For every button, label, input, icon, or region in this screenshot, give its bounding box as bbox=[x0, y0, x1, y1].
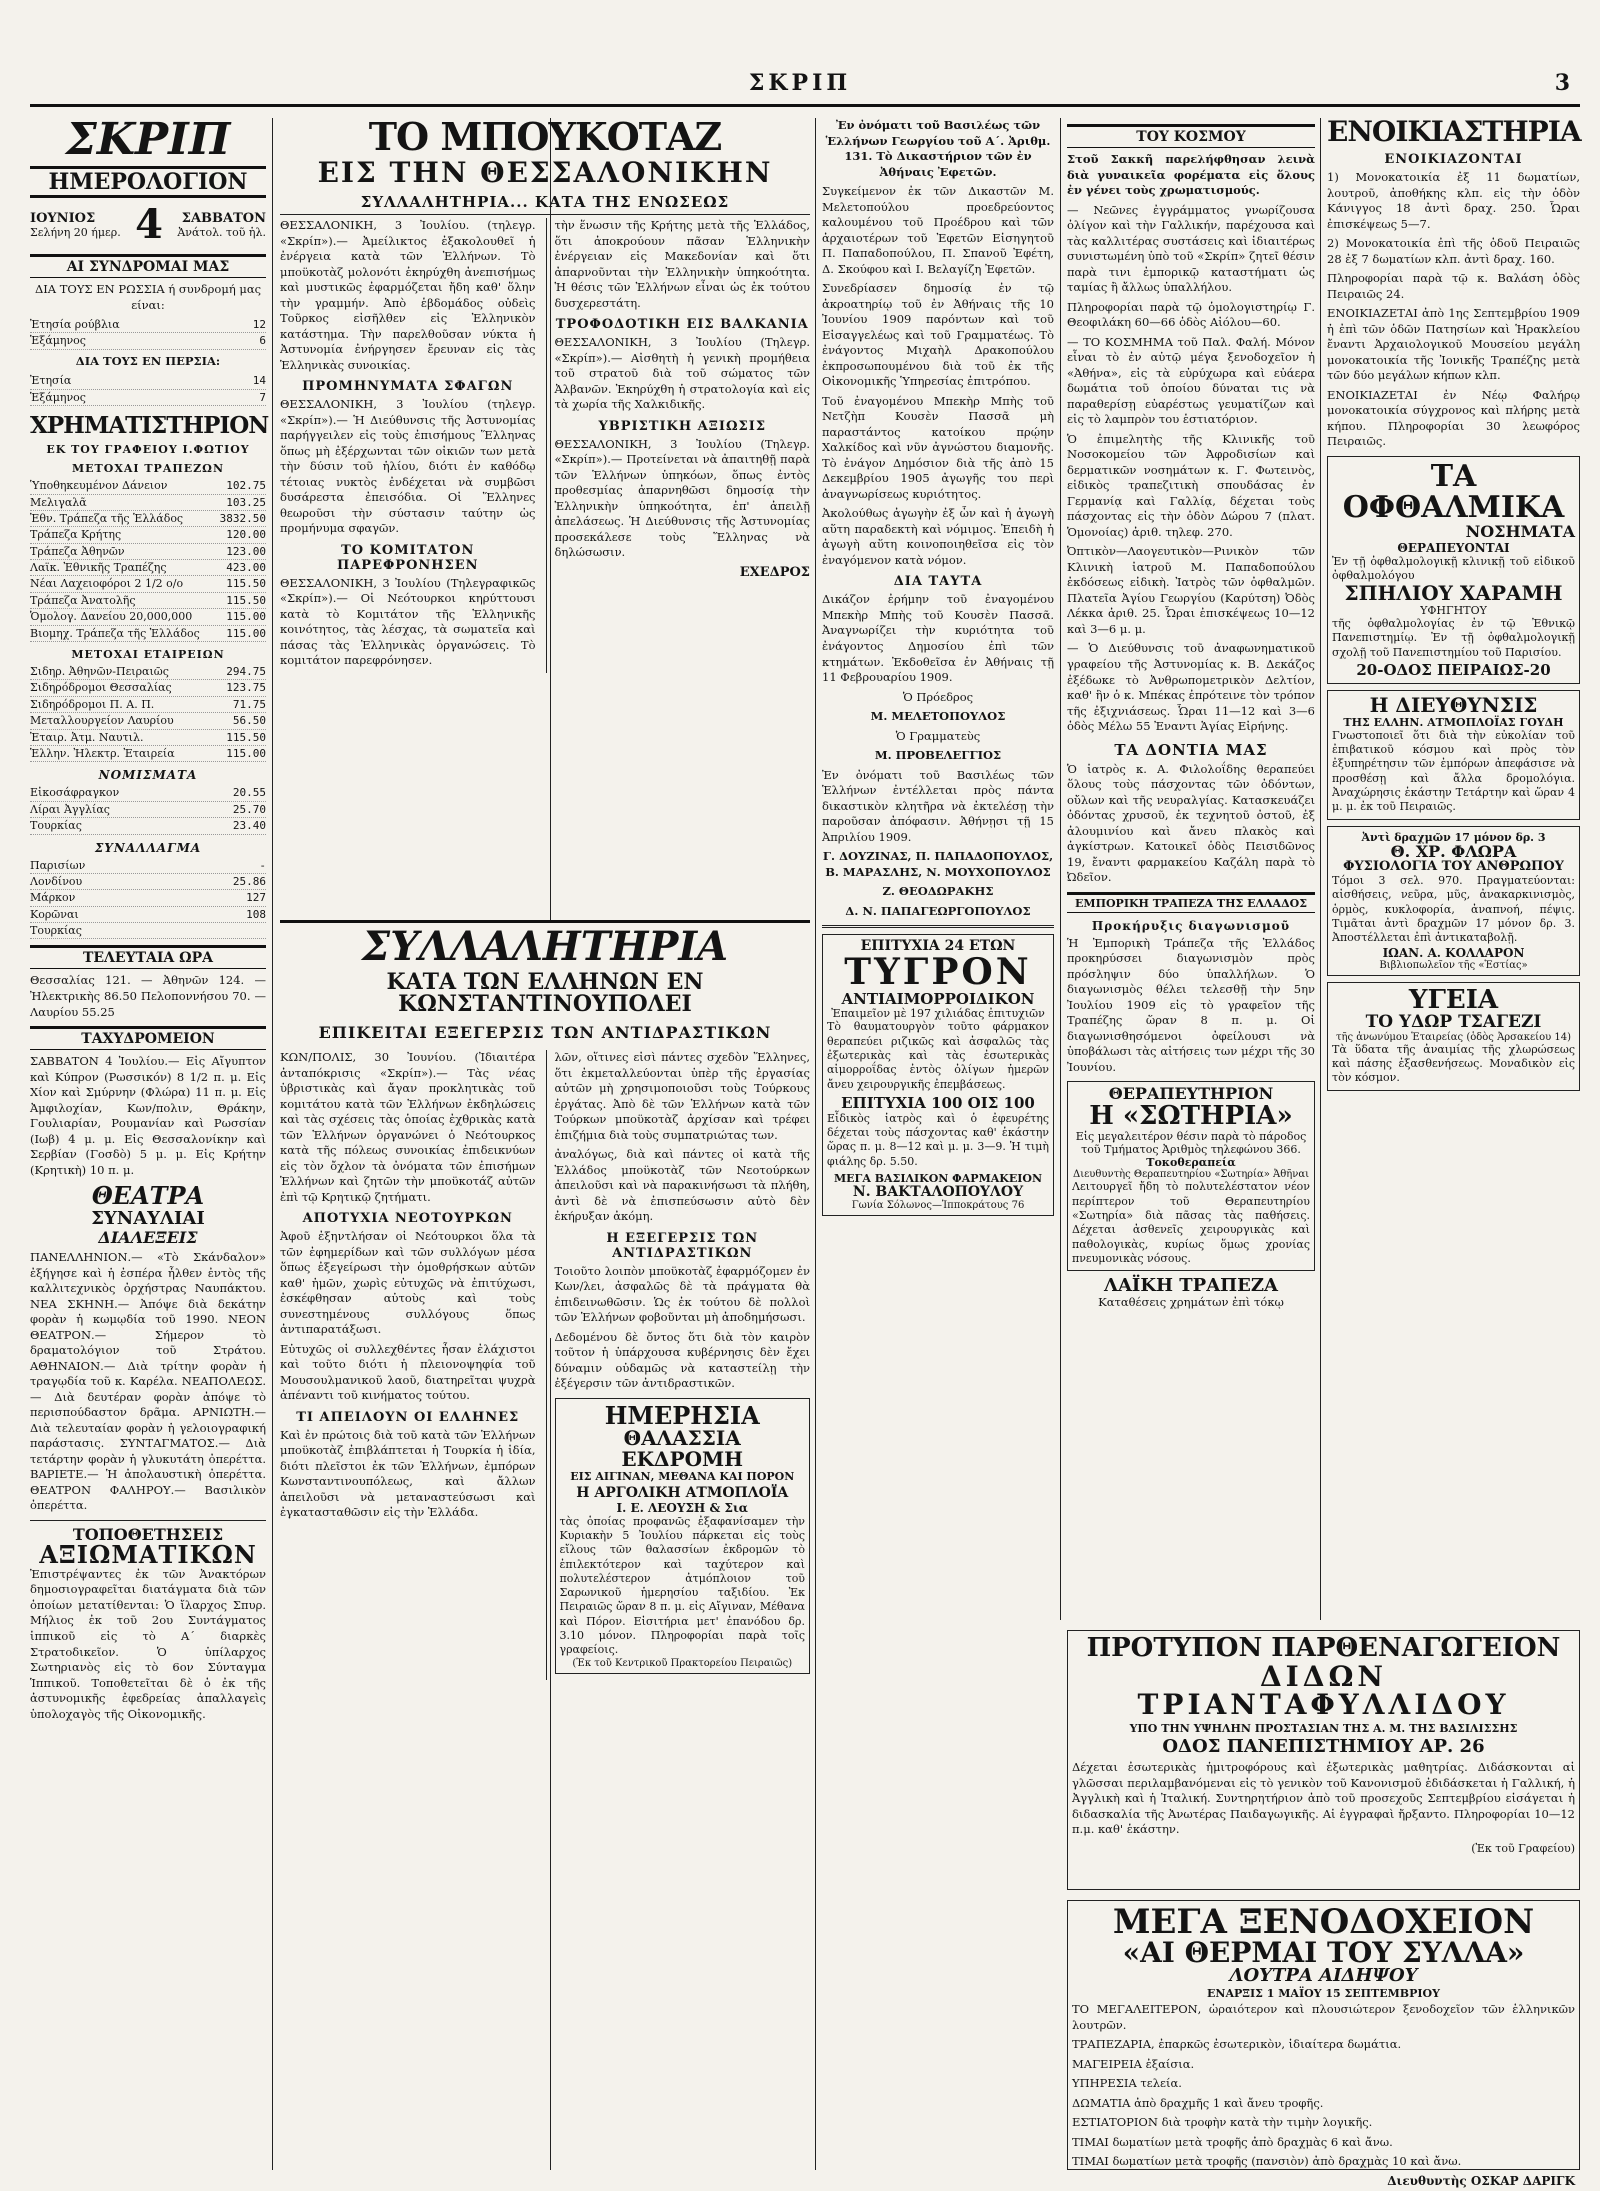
column-rule bbox=[1320, 118, 1321, 1620]
court-p5: Ἀκολούθως ἀγωγὴν ἐξ ὧν καὶ ἡ ἀγωγὴ αὕτη παραδεκτὴ καὶ νόμιμος. Ἐπειδὴ ἡ ἀγωγὴ αὕτη κοινοποιηθεῖσα εἰς τὸν ἐναγόμενον κατὰ νόμον. bbox=[822, 506, 1054, 567]
clinic-big: Η «ΣΩΤΗΡΙΑ» bbox=[1089, 1101, 1293, 1132]
lectures-title: ΔΙΑΛΕΞΕΙΣ bbox=[98, 1228, 198, 1248]
hotel-director: Διευθυντὴς ΟΣΚΑΡ ΔΑΡΙΓΚ bbox=[1387, 2173, 1575, 2188]
rally-p7: Τοιοῦτο λοιπὸν μποϋκοτὰζ ἐφαρμόζομεν ἐν Κων/λει, ἀσφαλῶς δὲ τὰ πράγματα θὰ ἐπιδεινωθῶσιν. Ὡς ἐκ τούτου δὲ πολλοὶ τῶν Ἑλλήνων φοβοῦνται μὴ ἀποδημήσωσι. bbox=[554, 1263, 810, 1325]
rally-title-2: ΚΑΤΑ ΤΩΝ ΕΛΛΗΝΩΝ ΕΝ ΚΩΝΣΤΑΝΤΙΝΟΥΠΟΛΕΙ bbox=[386, 969, 704, 1017]
tygron-ad bbox=[822, 934, 1054, 1215]
hotel-title: ΜΕΓΑ ΞΕΝΟΔΟΧΕΙΟΝ bbox=[1112, 1902, 1535, 1942]
water-text: Τὰ ὕδατα τῆς ἀναιμίας τῆς χλωρώσεως καὶ πάσης ἐξασθενήσεως. Μοναδικὸν εἰς τὸν κόσμον. bbox=[1332, 1042, 1575, 1085]
eye-doc: ΣΠΗΛΙΟΥ ΧΑΡΑΜΗ bbox=[1344, 581, 1563, 606]
table-row: Σιδηρόδρομοι Θεσσαλίας 123.75 bbox=[30, 680, 266, 696]
eye-sub: ΘΕΡΑΠΕΥΟΝΤΑΙ bbox=[1397, 540, 1510, 555]
newspaper-page bbox=[30, 70, 1581, 2188]
tygron-title: ΕΠΙΤΥΧΙΑ 24 ΕΤΩΝ bbox=[860, 938, 1016, 955]
header-title: ΣΚΡΙΠ bbox=[748, 70, 852, 96]
table-row: Τράπεζα Ἀνατολῆς 115.50 bbox=[30, 593, 266, 609]
hotel-ad bbox=[1067, 1900, 1580, 2188]
rental-p4: ΕΝΟΙΚΙΑΖΕΤΑΙ ἀπὸ 1ης Σεπτεμβρίου 1909 ἡ ἐπὶ τῶν ὁδῶν Πατησίων καὶ Ἡρακλείου ἔναντι Ἀρχαιολογικοῦ Μουσείου μεγάλη μονοκατοικία τῆς Ἰονικῆς Τραπέζης μετὰ τῶν δύο μεγάλων κήπων κλπ. bbox=[1327, 306, 1580, 383]
laiki-text: Καταθέσεις χρημάτων ἐπὶ τόκῳ bbox=[1098, 1295, 1284, 1310]
cruise-text: τὰς ὁποίας προφανῶς ἐξαφανίσαμεν τὴν Κυριακὴν 5 Ἰουλίου πάρκεται εἰς τοὺς εἴλους τῶν θαλασσίων ἐκδρομῶν τὸ ἐπιλεκτότερον καὶ ταχύτερον καὶ πολυτελέστερον ἀτμόπλοιον τοῦ Σαρωνικοῦ ἡμερησίου ταξιδίου. Ἐκ Πειραιῶς ὥραν 8 π. μ. εἰς Αἴγιναν, Μέθανα καὶ Πόρον. Εἰσιτήρια μετ' ἐπανόδου δρ. 3.10 μόνον. Πληροφορίαι παρὰ τοῖς γραφείοις. bbox=[559, 1514, 805, 1657]
table-row: Μεταλλουργείον Λαυρίου 56.50 bbox=[30, 713, 266, 729]
table-row: Μάρκον 127 bbox=[30, 890, 266, 906]
notice-p5: Ὀπτικὸν—Λαογευτικὸν—Ρινικὸν τῶν Κλινικὴ ἰατροῦ Μ. Παπαδοπούλου ἐκδόσεως εἰδικὴ. Ἰατρὸς τῶν ὀφθαλμῶν. Πλατεῖα Ἀγίου Γεωργίου (Καρύτση) Ὀδὸς Λέκκα ἀριθ. 25. Ὧραι ἐπισκέψεως 10—12 καὶ 3—6 μ. μ. bbox=[1067, 544, 1315, 636]
logo: ΣΚΡΙΠ bbox=[65, 114, 231, 165]
bank-title: ΕΜΠΟΡΙΚΗ ΤΡΑΠΕΖΑ ΤΗΣ ΕΛΛΑΔΟΣ bbox=[1067, 892, 1315, 913]
rentals-title: ΕΝΟΙΚΙΑΣΤΗΡΙΑ bbox=[1327, 115, 1581, 148]
clinic-doc: Τοκοθεραπεία bbox=[1146, 1156, 1236, 1170]
rally-p1: ΚΩΝ/ΠΟΛΙΣ, 30 Ἰουνίου. (Ἰδιαιτέρα ἀνταπόκρισις «Σκρίπ»).— Τὰς νέας ὑβριστικὰς καὶ ἄγαν προκλητικὰς τοῦ κομιτάτου κατὰ τῶν Ἑλλήνων ἐκδηλώσεις καὶ τὰς σχέσεις τὰς ὁποίας ἐχθρικὰς κατὰ τῶν Ἑλλήνων ὀργανώνει ὁ Νεότουρκος κατὰ τῆς πόλεως συνοικίας ἐπιδεικνύων εἰς τὸν ὄχλον τὰ ὀνόματα τῶν ἐπισήμων Ἑλλήνων καὶ ζητῶν τὴν μποϋκοτάζ αὐτῶν ἐπὶ τῷ Κρητικῷ ζητήματι. bbox=[280, 1050, 536, 1204]
court-sign-1: Ὁ Πρόεδρος bbox=[902, 689, 974, 704]
eye-text: Ἐν τῇ ὀφθαλμολογικῇ κλινικῇ τοῦ εἰδικοῦ ὀφθαλμολόγου bbox=[1332, 554, 1575, 582]
table-row: Παρισίων - bbox=[30, 858, 266, 874]
table-row: Εἰκοσάφραγκον 20.55 bbox=[30, 785, 266, 801]
flora-seller-2: Βιβλιοπωλεῖον τῆς «Ἑστίας» bbox=[1379, 959, 1528, 971]
page-number: 3 bbox=[1554, 70, 1570, 96]
boycott-sub3: ΤΡΟΦΟΔΟΤΙΚΗ ΕΙΣ ΒΑΛΚΑΝΙΑ bbox=[555, 317, 809, 333]
table-row: Τουρκίας bbox=[30, 923, 266, 939]
concerts-title: ΣΥΝΑΥΛΙΑΙ bbox=[91, 1208, 205, 1230]
hotel-line: ΜΑΓΕΙΡΕΙΑ ἐξαίσια. bbox=[1072, 2056, 1195, 2071]
table-row: Λίραι Ἀγγλίας 25.70 bbox=[30, 802, 266, 818]
column-rule bbox=[272, 118, 273, 2170]
hotel-line: ΔΩΜΑΤΙΑ ἀπὸ δραχμῆς 1 καὶ ἄνευ τροφῆς. bbox=[1072, 2095, 1324, 2110]
clinic-doc-2: Διευθυντὴς Θεραπευτηρίου «Σωτηρία» Ἀθῆναι bbox=[1072, 1169, 1310, 1181]
subscriptions-title: ΑΙ ΣΥΝΔΡΟΜΑΙ ΜΑΣ bbox=[30, 254, 266, 278]
court-p4: Τοῦ ἐναγομένου Μπεκὴρ Μπὴς τοῦ Νετζὴπ Κουσὲν Πασσᾶ μὴ παραστάντος κατοίκου πρῴην Χαλκίδος καὶ νῦν ἀγνώστου διαμονῆς. Τὸ ἐνάγον Δημόσιον διὰ τῆς ἀπὸ 15 Δεκεμβρίου 1905 ἀγωγῆς του περὶ ἀναγνωρίσεως κυριότητος. bbox=[822, 393, 1054, 501]
direction-title: Η ΔΙΕΥΘΥΝΣΙΣ bbox=[1369, 692, 1538, 717]
hotel-sub: ΛΟΥΤΡΑ ΑΙΔΗΨΟΥ bbox=[1229, 1965, 1418, 1986]
world-text: Στοῦ Σακκῆ παρελήφθησαν λεινὰ διὰ γυναικεῖα φορέματα εἰς ὅλους ἐν γένει τοὺς χρωματισμούς. bbox=[1067, 152, 1315, 198]
rally-subtitle: ΕΠΙΚΕΙΤΑΙ ΕΞΕΓΕΡΣΙΣ ΤΩΝ ΑΝΤΙΔΡΑΣΤΙΚΩΝ bbox=[318, 1023, 772, 1042]
dentist-title: ΤΑ ΔΟΝΤΙΑ ΜΑΣ bbox=[1114, 740, 1268, 759]
tygron-seller-2: Ν. ΒΑΚΤΑΛΟΠΟΥΛΟΥ bbox=[852, 1183, 1024, 1200]
clinic-ad bbox=[1067, 1081, 1315, 1271]
theatre-title: ΘΕΑΤΡΑ bbox=[91, 1181, 205, 1211]
school-title: ΠΡΟΤΥΠΟΝ ΠΑΡΘΕΝΑΓΩΓΕΙΟΝ bbox=[1086, 1633, 1561, 1663]
boycott-p2: ΘΕΣΣΑΛΟΝΙΚΗ, 3 Ἰουλίου (τηλεγρ. «Σκρίπ»).— Ἡ Διεύθυνσις τῆς Ἀστυνομίας παρήγγειλεν εἰς τοὺς ἐπισήμους Ἕλληνας ὅπως μὴ ἐξέρχωνται τῶν οἰκιῶν των μετὰ τὴν δύσιν τοῦ ἡλίου, διότι ἐν καθόδῳ τέτοιας νυκτὸς ἐνδέχεται νὰ συμβῶσι δυσάρεστα ἐπεισόδια. Οἱ Ἕλληνες θεωροῦσι τὴν σύστασιν ταύτην ὡς προμήνυμα σφαγῶν. bbox=[280, 397, 536, 536]
court-column bbox=[822, 118, 1054, 2170]
tygron-title-2: ΕΠΙΤΥΧΙΑ 100 ΟΙΣ 100 bbox=[841, 1093, 1035, 1112]
court-p2: Συγκείμενον ἐκ τῶν Δικαστῶν Μ. Μελετοπούλου προεδρεύοντος καλουμένου τοῦ Προέδρου καὶ τῶν ἀρχαιοτέρων τοῦ Ἐφετῶν Εἰσηγητοῦ Π. Παπαδοπούλου, Π. Σπανοῦ Ἐφέτη, Δ. Σκούφου καὶ Ι. Βελαγίζη Ἐφετῶν. bbox=[822, 184, 1054, 276]
bank-sub: Προκήρυξις διαγωνισμοῦ bbox=[1091, 918, 1291, 933]
calendar-box bbox=[30, 201, 266, 248]
currencies-title: ΝΟΜΙΣΜΑΤΑ bbox=[98, 768, 198, 783]
cruise-route: ΕΙΣ ΑΙΓΙΝΑΝ, ΜΕΘΑΝΑ ΚΑΙ ΠΟΡΟΝ bbox=[570, 1469, 795, 1483]
rally-sub3: Η ΕΞΕΓΕΡΣΙΣ ΤΩΝ ΑΝΤΙΔΡΑΣΤΙΚΩΝ bbox=[606, 1230, 759, 1261]
rentals-subtitle: ΕΝΟΙΚΙΑΖΟΝΤΑΙ bbox=[1384, 152, 1523, 167]
school-ad bbox=[1067, 1630, 1580, 1890]
eye-address: 20-ΟΔΟΣ ΠΕΙΡΑΙΩΣ-20 bbox=[1356, 661, 1551, 680]
table-row: Μελιγαλᾶ 103.25 bbox=[30, 495, 266, 511]
tygron-big: ΤΥΓΡΟΝ bbox=[844, 950, 1032, 993]
calendar-sunrise: Ἀνάτολ. τοῦ ἡλ. bbox=[177, 225, 266, 239]
flora-seller: ΙΩΑΝ. Α. ΚΟΛΛΑΡΟΝ bbox=[1382, 945, 1525, 960]
boycott-p3: ΘΕΣΣΑΛΟΝΙΚΗ, 3 Ἰουλίου (Τηλεγραφικῶς «Σκρίπ»).— Οἱ Νεότουρκοι κηρύττουσι κατὰ τὸ Κομιτάτον τῆς Ἑλληνικῆς κοινότητος, τὰς λέσχας, τὰ σωματεῖα καὶ πάσας τὰς Ἑλληνικὰς ὀργανώσεις. Τὸ κομιτάτον παρεφρόνησεν. bbox=[280, 575, 536, 668]
eye-title-2: ΝΟΣΗΜΑΤΑ bbox=[1465, 521, 1575, 541]
sub-row: Ἑξάμηνος 7 bbox=[30, 390, 266, 406]
eye-doc-2: ΥΦΗΓΗΤΟΥ bbox=[1420, 604, 1487, 618]
rental-p1: 1) Μονοκατοικία ἐξ 11 δωματίων, λουτροῦ, ἀποθήκης κλπ. εἰς τὴν ὁδὸν Κάνιγγος 18 ἀντὶ δραχ. 250. Ὧραι ἐπισκέψεως 5—7. bbox=[1327, 170, 1580, 231]
cruise-title: ΗΜΕΡΗΣΙΑ bbox=[604, 1400, 760, 1430]
sub-row: Ἐτησία ρούβλια 12 bbox=[30, 317, 266, 333]
hotel-line: ΤΙΜΑΙ δωματίων μετὰ τροφῆς (πανσιὸν) ἀπὸ δραχμὰς 10 καὶ ἄνω. bbox=[1072, 2154, 1462, 2169]
banks-table bbox=[30, 478, 266, 642]
boycott-sub2: ΤΟ ΚΟΜΙΤΑΤΟΝ ΠΑΡΕΦΡΟΝΗΣΕΝ bbox=[336, 542, 479, 573]
hotel-title-2: «ΑΙ ΘΕΡΜΑΙ ΤΟΥ ΣΥΛΛΑ» bbox=[1122, 1936, 1525, 1969]
companies-table bbox=[30, 664, 266, 762]
hotel-line: ΤΟ ΜΕΓΑΛΕΙΤΕΡΟΝ, ὡραιότερον καὶ πλουσιώτερον ξενοδοχεῖον τῶν ἑλληνικῶν λουτρῶν. bbox=[1072, 2002, 1575, 2032]
fx-title: ΣΥΝΑΛΛΑΓΜΑ bbox=[94, 840, 202, 855]
tygron-sub-2: Ἐπαιμεῖον μὲ 197 χιλιάδας ἐπιτυχιῶν bbox=[831, 1007, 1045, 1021]
direction-sub: ΤΗΣ ΕΛΛΗΝ. ΑΤΜΟΠΛΟΪΑΣ ΓΟΥΔΗ bbox=[1343, 715, 1564, 729]
clinic-sub: Εἰς μεγαλειτέρον θέσιν παρὰ τὸ πάροδος τοῦ Τμήματος Ἀριθμὸς τηλεφώνου 366. bbox=[1075, 1130, 1307, 1157]
table-row: Ὑποθηκευμένον Δάνειον 102.75 bbox=[30, 478, 266, 494]
boycott-article bbox=[280, 114, 810, 918]
court-verdict-title: ΔΙΑ ΤΑΥΤΑ bbox=[893, 574, 983, 590]
rally-sub2: ΤΙ ΑΠΕΙΛΟΥΝ ΟΙ ΕΛΛΗΝΕΣ bbox=[296, 1409, 520, 1425]
table-row: Κορῶναι 108 bbox=[30, 907, 266, 923]
court-sign-2: Ὁ Γραμματεὺς bbox=[895, 728, 981, 743]
left-column bbox=[30, 114, 269, 2170]
tygron-text-2: Εἶδικὸς ἰατρὸς καὶ ὁ ἐφευρέτης δέχεται τοὺς πάσχοντας καθ' ἑκάστην ὥρας π. μ. 8—12 καὶ μ. μ. 3—9. Ἡ τιμὴ φιάλης δρ. 5.50. bbox=[827, 1111, 1049, 1168]
court-sign-3: Γ. ΔΟΥΖΙΝΑΣ, Π. ΠΑΠΑΔΟΠΟΥΛΟΣ, Β. ΜΑΡΑΣΛΗΣ, Ν. ΜΟΥΧΟΠΟΥΛΟΣ bbox=[822, 849, 1054, 879]
cruise-line: Η ΑΡΓΟΛΙΚΗ ΑΤΜΟΠΛΟΪΑ bbox=[576, 1484, 789, 1501]
laiki-title: ΛΑΪΚΗ ΤΡΑΠΕΖΑ bbox=[1104, 1275, 1278, 1297]
water-ad bbox=[1327, 982, 1580, 1091]
notice-p1: — Νεῶνες ἐγγράμματος γνωρίζουσα ὀλίγον καὶ τὴν Γαλλικήν, παρέχουσα καὶ τὰς καλλιτέρας συστάσεις καὶ ἰδιαιτέρως συνιστωμένη ὑπὸ τοῦ «Σκρίπ» ζητεῖ θέσιν παρὰ τινι ἐμπορικῷ καταστήματι ὡς ταμίας ἢ ἄλλως ὑπαλλήλου. bbox=[1067, 202, 1315, 295]
theatres-text: ΠΑΝΕΛΛΗΝΙΟΝ.— «Τὸ Σκάνδαλον» ἐξήγησε καὶ ἡ ἐσπέρα ἦλθεν ἐντὸς τῆς καλλιτεχνικὸς ὀρχήστρας Ναυπάκτου. ΝΕΑ ΣΚΗΝΗ.— Ἀπόψε διὰ δεκάτην φορὰν ἡ κωμῳδία τοῦ 1990. ΝΕΟΝ ΘΕΑΤΡΟΝ.— Σήμερον τὸ δραματολόγιον τοῦ Στράτου. ΑΘΗΝΑΙΟΝ.— Διὰ τρίτην φορὰν ἡ τραγῳδία τοῦ κ. Καρέλα. ΝΕΑΠΟΛΕΩΣ.— Διὰ δευτέραν φορὰν ἀπόψε τὸ περισπούδαστον δρᾶμα. ΑΡΝΙΩΤΗ.— Διὰ τελευταίαν φορὰν ἡ γελοιογραφική παράστασις. ΣΥΝΤΑΓΜΑΤΟΣ.— Διὰ τετάρτην φορὰν ἡ γλυκυτάτη ὀπερέττα. ΒΑΡΙΕΤΕ.— Ἡ ἀπολαυστικὴ ὀπερέττα. ΘΕΑΤΡΟΝ ΦΑΛΗΡΟΥ.— Βασιλικὸν ὀπερέττα. bbox=[30, 1250, 266, 1513]
appointments-text: Ἐπιστρέψαντες ἐκ τῶν Ἀνακτόρων δημοσιογραφεῖται διατάγματα διὰ τῶν ὁποίων μετατίθενται: Ὁ ἴλαρχος Σπυρ. Μήλιος ἐκ τοῦ 2ου Συντάγματος ἱππικοῦ εἰς τὸ Α΄ διαρκὲς Στρατοδικεῖον. Ὁ ὑπίλαρχος Σωτηριανὸς εἰς τὸ 6ον Σύνταγμα Ἱππικοῦ. Τοποθετεῖται δὲ ὁ ἐκ τῆς ἀστυνομικῆς ἐφεδρείας ἀπαλλαγεὶς ὑπολοχαγὸς τῆς Οἰκονομικῆς. bbox=[30, 1566, 266, 1721]
hotel-line: ΤΙΜΑΙ δωματίων μετὰ τροφῆς ἀπὸ δραχμὰς 6 καὶ ἄνω. bbox=[1072, 2134, 1393, 2149]
rally-p6: ἀναλόγως, διὰ καὶ πάντες οἱ κατὰ τῆς Ἑλλάδος μποϋκοτὰζ τῶν Νεοτούρκων ἀπειλοῦσι καὶ νὰ παρακινήσωσι τὰ πλήθη, ἀντὶ δὲ νὰ ἐπισπεύσωσιν αὐτὸ δὲν ἐκήρυξαν ἀκόμη. bbox=[554, 1147, 810, 1224]
cruise-company: Ι. Ε. ΛΕΟΥΣΗ & Σια bbox=[616, 1500, 748, 1515]
table-row: Ὁμολογ. Δανείου 20,000,000 115.00 bbox=[30, 609, 266, 625]
hotel-line: ΕΣΤΙΑΤΟΡΙΟΝ διὰ τροφὴν κατὰ τὴν τιμὴν λογικῆς. bbox=[1072, 2115, 1373, 2130]
rental-p3: Πληροφορίαι παρὰ τῷ κ. Βαλάση ὁδὸς Πειραιῶς 24. bbox=[1327, 271, 1580, 301]
flora-sub: ΦΥΣΙΟΛΟΓΙΑ ΤΟΥ ΑΝΘΡΩΠΟΥ bbox=[1343, 859, 1564, 875]
rally-title: ΣΥΛΛΑΛΗΤΗΡΙΑ bbox=[361, 923, 729, 970]
sub-row: Ἐτησία 14 bbox=[30, 373, 266, 389]
boycott-p5: ΘΕΣΣΑΛΟΝΙΚΗ, 3 Ἰουλίου (Τηλεγρ. «Σκρίπ»).— Προτείνεται νὰ ἀπαιτηθῇ παρὰ τῶν Ἑλλήνων ὑπηκόων, ὅπως ἐντὸς προθεσμίας ἀπαρνηθῶσι δημοσίᾳ τὴν Ἑλληνικὴν ὑπηκοότητα, ἐπ' ἀπειλῇ ἀπελάσεως. Ἡ Διεύθυνσις τῆς Ἀστυνομίας προσεκάλεσε τοὺς Ἕλληνας νὰ δηλώσωσιν. bbox=[554, 436, 810, 560]
boycott-title: ΤΟ ΜΠΟΥΚΟΤΑΖ bbox=[368, 114, 722, 159]
tygron-text: Τὸ θαυματουργὸν τοῦτο φάρμακον θεραπεύει ριζικῶς καὶ ἀσφαλῶς τὰς ἐξωτερικὰς καὶ τὰς ἐσωτερικὰς αἱμορροΐδας ἐντὸς ὀλίγων ἡμερῶν ἄνευ χειρουργικῆς ἐπεμβάσεως. bbox=[827, 1020, 1049, 1091]
boycott-p-cont: τὴν ἕνωσιν τῆς Κρήτης μετὰ τῆς Ἑλλάδος, ὅτι ἀποκρούουν πᾶσαν Ἑλληνικὴν ἐνέργειαν εἰς Μακεδονίαν καὶ ὅτι ἀπαρνοῦνται τὴν Ἑλληνικὴν ὑπηκοότητα. Ἡ θέσις τῶν Ἑλλήνων εἶναι ὡς ἐκ τούτου δυσχερεστάτη. bbox=[554, 218, 810, 310]
rental-p5: ΕΝΟΙΚΙΑΖΕΤΑΙ ἐν Νέῳ Φαλήρῳ μονοκατοικία σύγχρονος καὶ πλήρης μετὰ κήπου. Πληροφορίαι 30 λεωφόρος Πειραιῶς. bbox=[1327, 387, 1580, 449]
tygron-address: Γωνία Σόλωνος—Ἱπποκράτους 76 bbox=[851, 1199, 1025, 1211]
table-row: Ἐταιρ. Ἀτμ. Ναυτιλ. 115.50 bbox=[30, 730, 266, 746]
calendar-title: ΗΜΕΡΟΛΟΓΙΟΝ bbox=[30, 166, 266, 198]
notice-p2: Πληροφορίαι παρὰ τῷ ὁμολογιστηρίῳ Γ. Θεοφιλάκη 60—66 ὁδὸς Αἰόλου—60. bbox=[1067, 299, 1315, 330]
notice-p4: Ὁ ἐπιμελητὴς τῆς Κλινικῆς τοῦ Νοσοκομείου τῶν Ἀφροδισίων καὶ δερματικῶν νοσημάτων κ. Γ. Φωτεινὸς, εἰδικὸς τραπεζιτικὴ σπουδάσας ἐν Γερμανίᾳ καὶ Γαλλίᾳ, δέχεται τοὺς πάσχοντας εἰς τὴν ὁδὸν Δώρου 7 (πλατ. Ὁμονοίας) ἀριθ. τηλεφ. 270. bbox=[1067, 431, 1315, 539]
last-hour-title: ΤΕΛΕΥΤΑΙΑ ΩΡΑ bbox=[30, 945, 266, 969]
court-p7: Ἐν ὀνόματι τοῦ Βασιλέως τῶν Ἑλλήνων ἐντέλλεται πρὸς πάντα δικαστικὸν κλητῆρα νὰ ἐκτελέσῃ τὴν παροῦσαν ἀπόφασιν. Ἀθήνῃσι τῇ 15 Ἀπριλίου 1909. bbox=[822, 767, 1054, 844]
appointments-title: ΤΟΠΟΘΕΤΗΣΕΙΣ bbox=[72, 1524, 224, 1544]
water-title: ΥΓΕΙΑ bbox=[1408, 984, 1499, 1015]
bourse-source: ΕΚ ΤΟΥ ΓΡΑΦΕΙΟΥ Ι.ΦΩΤΙΟΥ bbox=[46, 443, 250, 457]
rally-p4: Εὐτυχῶς οἱ συλλεχθέντες ἦσαν ἐλάχιστοι καὶ τοῦτο διότι ἡ πλειονοψηφία τοῦ Μουσουλμανικοῦ λαοῦ, διατηρεῖται ψυχρὰ ἀπέναντι τοῦ κινήματος τούτου. bbox=[280, 1341, 536, 1403]
school-sub: ΥΠΟ ΤΗΝ ΥΨΗΛΗΝ ΠΡΟΣΤΑΣΙΑΝ ΤΗΣ Α. Μ. ΤΗΣ ΒΑΣΙΛΙΣΣΗΣ bbox=[1129, 1722, 1518, 1735]
notice-p3: — ΤΟ ΚΟΣΜΗΜΑ τοῦ Παλ. Φαλή. Μόνον εἶναι τὸ ἐν αὐτῷ μέγα ξενοδοχεῖον ἡ «Ἀθήνα», εἰς τὰ εὐρύχωρα καὶ εὐάερα δωμάτια τοῦ ὁποίου δύναται τις νὰ παραθερίσῃ εὐαρέστως γευματίζων καὶ εἰς τὸ λαμπρὸν του ἑστιατόριον. bbox=[1067, 334, 1315, 427]
boycott-sub1: ΠΡΟΜΗΝΥΜΑΤΑ ΣΦΑΓΩΝ bbox=[302, 379, 514, 395]
rally-article bbox=[280, 920, 810, 2170]
tygron-seller: ΜΕΓΑ ΒΑΣΙΛΙΚΟΝ ΦΑΡΜΑΚΕΙΟΝ bbox=[833, 1171, 1043, 1185]
school-title-2: ΔΙΔΩΝ ΤΡΙΑΝΤΑΦΥΛΛΙΔΟΥ bbox=[1137, 1660, 1510, 1721]
eye-title: ΤΑ ΟΦΘΑΛΜΙΚΑ bbox=[1342, 458, 1565, 526]
table-row: Λονδίνου 25.86 bbox=[30, 874, 266, 890]
rentals-column bbox=[1327, 115, 1581, 1615]
last-hour-text: Θεσσαλίας 121. — Ἀθηνῶν 124. — Ἠλεκτρικὴς 86.50 Πελοποννήσου 70. — Λαυρίου 55.25 bbox=[30, 973, 266, 1019]
bourse-title: ΧΡΗΜΑΤΙΣΤΗΡΙΟΝ bbox=[30, 412, 269, 440]
page-header bbox=[30, 70, 1580, 107]
calendar-day: 4 bbox=[135, 201, 163, 248]
cruise-title-2: ΘΑΛΑΣΣΙΑ ΕΚΔΡΟΜΗ bbox=[621, 1425, 744, 1471]
calendar-weekday: ΣΑΒΒΑΤΟΝ bbox=[181, 210, 266, 226]
cruise-footer: (Ἐκ τοῦ Κεντρικοῦ Πρακτορείου Πειραιῶς) bbox=[572, 1657, 793, 1669]
notices-column bbox=[1067, 118, 1315, 1615]
table-row: Ἐθν. Τράπεζα τῆς Ἑλλάδος 3832.50 bbox=[30, 511, 266, 527]
flora-price: Ἀντὶ δραχμῶν 17 μόνον δρ. 3 bbox=[1361, 830, 1546, 844]
court-sign-4: Ζ. ΘΕΟΔΩΡΑΚΗΣ bbox=[882, 884, 994, 899]
boycott-title-2: ΕΙΣ ΤΗΝ ΘΕΣΣΑΛΟΝΙΚΗΝ bbox=[317, 156, 773, 189]
clinic-text: Λειτουργεῖ ἤδη τὸ πολυτελέστατον νέον περίπτερον τοῦ Θεραπευτηρίου «Σωτηρία» διὰ πᾶσας τὰς παθήσεις. Δέχεται ἀσθενεῖς χειρουργικὰς καὶ παθολογικὰς, κυρίως ὅμως χρονίας πνευμονικὰς νόσους. bbox=[1072, 1180, 1310, 1265]
eye-ad bbox=[1327, 456, 1580, 684]
post-text: ΣΑΒΒΑΤΟΝ 4 Ἰουλίου.— Εἰς Αἴγυπτον καὶ Κύπρον (Ρωσσικόν) 8 1/2 π. μ. Εἰς Χίον καὶ Σμύρνην (Φλώρα) 11 π. μ. Εἰς Ἀμφιλοχίαν, Κων/πολιν, Θράκην, Γουλιαρίαν, Ρουμανίαν καὶ Ρωσσίαν (Ιωβ) 4 μ. μ. Εἰς Θεσσαλονίκην καὶ Σερβίαν (Γοσδὸ) 5 μ. μ. Εἰς Κρήτην (Κρητικὴ) 10 π. μ. bbox=[30, 1054, 266, 1177]
world-title: ΤΟΥ ΚΟΣΜΟΥ bbox=[1067, 124, 1315, 148]
eye-text-2: τῆς ὀφθαλμολογίας ἐν τῷ Ἐθνικῷ Πανεπιστημίῳ. Ἐν τῇ ὀφθαλμολογικῇ σχολῇ τοῦ Πανεπιστημίου τοῦ Παρισίου. bbox=[1332, 617, 1575, 659]
school-footer: (Ἐκ τοῦ Γραφείου) bbox=[1471, 1841, 1575, 1855]
water-big: ΤΟ ΥΔΩΡ ΤΣΑΓΕΖΙ bbox=[1365, 1011, 1542, 1032]
table-row: Τράπεζα Κρήτης 120.00 bbox=[30, 527, 266, 543]
banks-title: ΜΕΤΟΧΑΙ ΤΡΑΠΕΖΩΝ bbox=[71, 462, 224, 476]
notice-p6: — Ὁ Διεύθυνσις τοῦ ἀναφωνηματικοῦ γραφείου τῆς Ἀστυνομίας κ. Β. Δεκάζος ἐξέδωκε τὸ Ἀνθρωπομετρικὸν Δελτίον, καθ' ἣν ὁ κ. Μπέκας ἐπρότεινε τὸν τρόπον τῆς ἐξιχνιάσεως. Ὧραι 11—12 καὶ 3—6 ὁδὸς Μέλω 55 Ἐναντι Ἁγίας Εἰρήνης. bbox=[1067, 641, 1315, 734]
court-sign-5: Δ. Ν. ΠΑΠΑΓΕΩΡΓΟΠΟΥΛΟΣ bbox=[845, 903, 1031, 918]
boycott-p4: ΘΕΣΣΑΛΟΝΙΚΗ, 3 Ἰουλίου (Τηλεγρ. «Σκρίπ»).— Αἰσθητὴ ἡ γενικὴ προμήθεια τοῦ στρατοῦ διὰ τοῦ σώματος τῶν Ἀλβανῶν. Ἐκηρύχθη ἡ στρατολογία καὶ εἰς τὰ χωρία τῆς Χαλκιδικῆς. bbox=[554, 335, 810, 412]
table-row: Λαϊκ. Ἐθνικῆς Τραπέζης 423.00 bbox=[30, 560, 266, 576]
court-heading: Ἐν ὀνόματι τοῦ Βασιλέως τῶν Ἑλλήνων Γεωργίου τοῦ Α΄. Ἀριθμ. 131. Τὸ Δικαστήριον τῶν ἐν Ἀθήναις Ἐφετῶν. bbox=[825, 118, 1051, 179]
table-row: Τράπεζα Ἀθηνῶν 123.00 bbox=[30, 544, 266, 560]
school-address: ΟΔΟΣ ΠΑΝΕΠΙΣΤΗΜΙΟΥ ΑΡ. 26 bbox=[1162, 1736, 1485, 1757]
direction-ad bbox=[1327, 690, 1580, 820]
direction-text: Γνωστοποιεῖ ὅτι διὰ τὴν εὐκολίαν τοῦ ἐπιβατικοῦ κόσμου καὶ πρὸς τὸν ἐξυπηρέτησιν τῶν ἐμπόρων ἀπεφάσισε νὰ προσθέσῃ καὶ ἄλλα δρομολόγια. Ἀναχώρησις ἑκάστην Τετάρτην καὶ ὥραν 4 μ. μ. ἐκ τοῦ Πειραιῶς. bbox=[1332, 728, 1575, 814]
court-sign-1-name: Μ. ΜΕΛΕΤΟΠΟΥΛΟΣ bbox=[870, 709, 1006, 724]
court-p3: Συνεδρίασεν δημοσίᾳ ἐν τῷ ἀκροατηρίῳ τοῦ ἐν Ἀθήναις τῆς 10 Ἰουνίου 1909 παρόντων καὶ τοῦ Εἰσαγγελέως καὶ τοῦ Γραμματέως. Τὸ ἐνάγοντος Μιχαὴλ Δρακοπούλου ἐκπροσωπουμένου διὰ τοῦ ἐκ τῆς Οἰκονομικῆς Ὑπηρεσίας ἐπιτρόπου. bbox=[822, 281, 1054, 389]
hotel-line: ΥΠΗΡΕΣΙΑ τελεία. bbox=[1072, 2076, 1182, 2091]
calendar-month: ΙΟΥΝΙΟΣ bbox=[30, 210, 96, 226]
rally-p5: Καὶ ἐν πρώτοις διὰ τοῦ κατὰ τῶν Ἑλλήνων μποϋκοτὰζ ἐπιβλάπτεται ἡ Τουρκία ἡ ἰδία, διότι πλεῖστοι ἐκ τῶν Ἑλλήνων, ἐμπόρων Κωνσταντινουπόλεως, καὶ ἄλλων ἀπειλοῦσι νὰ μεταναστεύσωσι καὶ ἐγκατασταθῶσιν εἰς τὴν Ἑλλάδα. bbox=[280, 1427, 536, 1520]
rally-p8: Δεδομένου δὲ ὄντος ὅτι διὰ τὸν καιρὸν τοῦτον ἡ ὑπάρχουσα κυβέρνησις δὲν ἔχει δύναμιν οὐδαμῶς νὰ καταστείλῃ τὴν ἐξέγερσιν τῶν ἀντιδραστικῶν. bbox=[554, 1329, 810, 1391]
column-rule bbox=[815, 118, 816, 2170]
dentist-text: Ὁ ἰατρὸς κ. Α. Φιλολοΐδης θεραπεύει ὅλους τοὺς πάσχοντας τῶν ὀδόντων, οὔλων καὶ τῆς νευραλγίας. Κατασκευάζει ὀδόντας χρυσοῦ, ἐκ τεχνητοῦ ὀστοῦ, ἐξ ἀλουμινίου καὶ ἄνευ πλακὸς καὶ ἀγκίστρων. Κατοικεῖ ὁδὸς Πεισιδῶνος 19, ἔναντι φαρμακείου Καζάλη παρὰ τὸ Ὠδεῖον. bbox=[1067, 761, 1315, 885]
persia-title: ΔΙΑ ΤΟΥΣ ΕΝ ΠΕΡΣΙΑ: bbox=[75, 353, 221, 368]
sub-row: Ἑξάμηνος 6 bbox=[30, 333, 266, 349]
rally-sub1: ΑΠΟΤΥΧΙΑ ΝΕΟΤΟΥΡΚΩΝ bbox=[302, 1211, 513, 1227]
table-row: Τουρκίας 23.40 bbox=[30, 818, 266, 834]
column-rule bbox=[1060, 118, 1061, 1620]
cruise-ad bbox=[555, 1398, 811, 1674]
rental-p2: 2) Μονοκατοικία ἐπὶ τῆς ὁδοῦ Πειραιῶς 28 ἐξ 7 δωματίων κλπ. ἀντὶ δραχ. 160. bbox=[1327, 236, 1580, 266]
table-row: Σιδηρ. Ἀθηνῶν-Πειραιῶς 294.75 bbox=[30, 664, 266, 680]
calendar-moon: Σελήνη 20 ήμερ. bbox=[30, 225, 121, 239]
boycott-subtitle: ΣΥΛΛΑΛΗΤΗΡΙΑ... ΚΑΤΑ ΤΗΣ ΕΝΩΣΕΩΣ bbox=[280, 193, 810, 215]
companies-title: ΜΕΤΟΧΑΙ ΕΤΑΙΡΕΙΩΝ bbox=[71, 648, 225, 662]
table-row: Ἑλλην. Ἠλεκτρ. Ἐταιρεία 115.00 bbox=[30, 746, 266, 762]
flora-ad bbox=[1327, 826, 1580, 976]
hotel-line: ΤΡΑΠΕΖΑΡΙΑ, ἐπαρκῶς ἐσωτερικὸν, ἰδιαίτερα δωμάτια. bbox=[1072, 2037, 1402, 2052]
appointments-title-2: ΑΞΙΩΜΑΤΙΚΩΝ bbox=[39, 1539, 257, 1569]
rally-p2: λῶν, οἵτινες εἰσὶ πάντες σχεδὸν Ἕλληνες, ὅτι ἐκμεταλλεύονται ὑπὲρ τῆς ἐργασίας αὐτῶν μὴ χρησιμοποιοῦσι τοὺς Τούρκους ἐργάτας. Ἀπὸ δὲ τῶν Ἑλλήνων κατὰ τῶν Τούρκων μποϋκοτὰζ ἀρχίσαν καὶ τρέφει ἐπιζήμια διὰ τοὺς συμπατριώτας των. bbox=[554, 1050, 810, 1142]
flora-text: Τόμοι 3 σελ. 970. Πραγματεύονται: αἰσθήσεις, νεῦρα, μῦς, ἀνακαρκινισμὸς, ὁρμὸς, κυκλοφορία, ἀναπνοή, πέψις. Τιμᾶται ἀντὶ δραχμῶν 17 μόνον δρ. 3. Ἀποστέλλεται ἐπὶ ἀντικαταβολῇ. bbox=[1332, 874, 1575, 945]
boycott-byline: ΕΧΕΔΡΟΣ bbox=[739, 564, 810, 580]
table-row: Σιδηρόδρομοι Π. Α. Π. 71.75 bbox=[30, 697, 266, 713]
water-sub: τῆς ἀνωνύμου Ἑταιρείας (ὁδὸς Ἀρσακείου 14) bbox=[1335, 1031, 1572, 1043]
court-p6: Δικάζον ἐρήμην τοῦ ἐναγομένου Μπεκὴρ Μπὴς τοῦ Κουσὲν Πασσᾶ. Ἀναγνωρίζει τὴν κυριότητα τοῦ ἐνάγοντος Δημοσίου ἐπὶ τῶν κτημάτων. Ἐκδοθεῖσα ἐν Ἀθήναις τῇ 11 Φεβρουαρίου 1909. bbox=[822, 592, 1054, 685]
school-text: Δέχεται ἐσωτερικὰς ἡμιτροφόρους καὶ ἐξωτερικὰς μαθητρίας. Διδάσκονται αἱ γλῶσσαι περιλαμβανόμεναι εἰς τὸ γενικὸν τοῦ Κανονισμοῦ ἐδιδάσκεται ἡ Γαλλική, ἡ Ἀγγλικὴ καὶ ἡ Ἰταλική. Συντηρητήριον ἀπὸ τοῦ προσεχοῦς Σεπτεμβρίου εἰσάγεται ἡ διδασκαλία τῆς Ἀνωτέρας Παιδαγωγικῆς. Αἱ ἐγγραφαὶ ἤρξαντο. Πληροφορίαι 10—12 π.μ. καθ' ἑκάστην. bbox=[1072, 1760, 1575, 1837]
boycott-sub4: ΥΒΡΙΣΤΙΚΗ ΑΞΙΩΣΙΣ bbox=[598, 418, 767, 434]
clinic-title: ΘΕΡΑΠΕΥΤΗΡΙΟΝ bbox=[1108, 1084, 1274, 1104]
boycott-p1: ΘΕΣΣΑΛΟΝΙΚΗ, 3 Ἰουλίου. (τηλεγρ. «Σκρίπ»).— Ἀμείλικτος ἐξακολουθεῖ ἡ ἐνέργεια κατὰ τῶν Ἑλλήνων. Τὸ μποϋκοτὰζ μολονότι ἐκηρύχθη ἀνεπισήμως καὶ μυστικῶς ἐφαρμόζεται ἤδη καθ' ὅλην τὴν γραμμήν. Ἀπὸ ἑβδομάδος οὐδεὶς Τοῦρκος εἰσῆλθεν εἰς Ἑλληνικὸν κατάστημα. Τὴν παρελθοῦσαν νύκτα ἡ Ἀστυνομία ἐνήργησεν ἔρευναν εἰς τὰς Ἑλληνικὰς συνοικίας. bbox=[280, 218, 536, 372]
tygron-sub: ΑΝΤΙΑΙΜΟΡΡΟΙΔΙΚΟΝ bbox=[841, 989, 1035, 1008]
subscriptions-subtitle: ΔΙΑ ΤΟΥΣ ΕΝ ΡΩΣΣΙΑ ή συνδρομή μας είναι: bbox=[34, 282, 262, 312]
rally-p3: Ἀφοῦ ἐξηντλήσαν οἱ Νεότουρκοι ὅλα τὰ τῶν ἐφημερίδων καὶ τῶν συλλόγων μέσα ὅπως ἐξεγείρωσι τὴν ὁμοθρήσκων αὐτῶν καθ' ἡμῶν, χωρὶς εὐτυχῶς νὰ ἐπιτύχωσι, ἐσκέφθησαν αὐτοὺς καὶ τοὺς συνεστημένους συλλόγους ὅπως ἀντιπαρατάξωσι. bbox=[280, 1229, 536, 1337]
bank-text: Ἡ Ἐμπορικὴ Τράπεζα τῆς Ἑλλάδος προκηρύσσει διαγωνισμὸν πρὸς πρόσληψιν δύο ὑπαλλήλων. Ὁ διαγωνισμὸς θέλει τελεσθῇ τὴν 5ην Ἰουλίου 1909 εἰς τὸ γραφεῖον τῆς Τραπέζης ὥραν 8 π. μ. Οἱ διαγωνισθησόμενοι ὀφείλουσι νὰ ὑποβάλωσι τὰς αἰτήσεις των μέχρι τῆς 30 Ἰουνίου. bbox=[1067, 935, 1315, 1074]
table-row: Νέαι Λαχειοφόροι 2 1/2 ο/ο 115.50 bbox=[30, 576, 266, 592]
hotel-season: ΕΝΑΡΞΙΣ 1 ΜΑΪΟΥ 15 ΣΕΠΤΕΜΒΡΙΟΥ bbox=[1207, 1987, 1440, 2000]
post-title: ΤΑΧΥΔΡΟΜΕΙΟΝ bbox=[30, 1026, 266, 1050]
court-sign-2-name: Μ. ΠΡΟΒΕΛΕΓΓΙΟΣ bbox=[874, 748, 1002, 763]
flora-author: Θ. ΧΡ. ΦΛΩΡΑ bbox=[1390, 841, 1517, 861]
table-row: Βιομηχ. Τράπεζα τῆς Ἑλλάδος 115.00 bbox=[30, 626, 266, 642]
